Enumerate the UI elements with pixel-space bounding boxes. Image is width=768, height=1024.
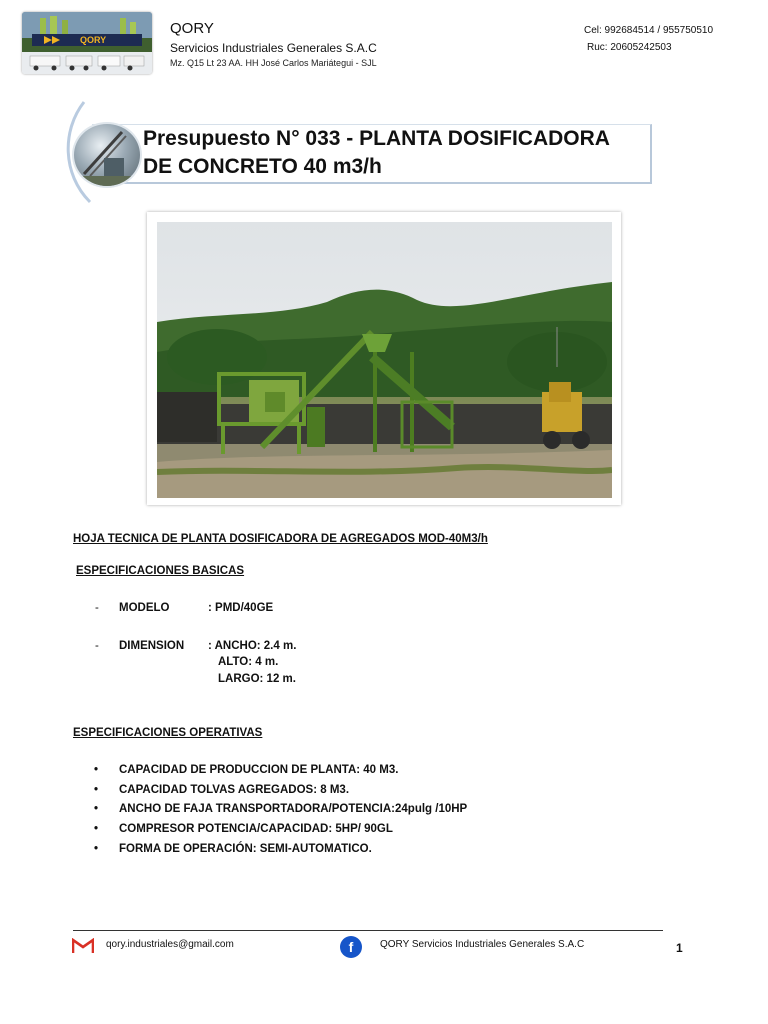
modelo-dash: -	[95, 602, 99, 614]
facebook-icon[interactable]: f	[340, 936, 362, 958]
list-item	[94, 823, 467, 843]
company-address: Mz. Q15 Lt 23 AA. HH José Carlos Mariátegui - SJL	[170, 58, 377, 68]
title-machine-thumbnail	[72, 122, 142, 188]
spec-text: COMPRESOR POTENCIA/CAPACIDAD: 5HP/ 90GL	[119, 823, 393, 836]
dimension-height: ALTO: 4 m.	[218, 656, 279, 668]
list-item	[94, 803, 467, 823]
list-item	[94, 764, 467, 784]
bullet-dot: •	[94, 764, 99, 776]
spec-text: CAPACIDAD DE PRODUCCION DE PLANTA: 40 M3.	[119, 764, 399, 776]
spec-text: CAPACIDAD TOLVAS AGREGADOS: 8 M3.	[119, 783, 350, 796]
footer-company: QORY Servicios Industriales Generales S.A.C	[380, 939, 585, 950]
gmail-icon	[72, 938, 94, 954]
dimension-dash: -	[95, 640, 99, 652]
list-item	[94, 843, 467, 863]
operational-specs-list	[94, 764, 467, 862]
basic-specs-heading: ESPECIFICACIONES BASICAS	[76, 565, 245, 577]
title-line-1: Presupuesto N° 033 - PLANTA DOSIFICADORA	[143, 127, 610, 150]
spec-text: FORMA DE OPERACIÓN: SEMI-AUTOMATICO.	[119, 842, 372, 855]
bullet-dot: •	[94, 823, 99, 836]
company-full-name: Servicios Industriales Generales S.A.C	[170, 41, 377, 55]
technical-sheet-title: HOJA TECNICA DE PLANTA DOSIFICADORA DE AGREGADOS MOD-40M3/h	[73, 533, 488, 545]
bullet-dot: •	[94, 783, 99, 796]
dimension-length: LARGO: 12 m.	[218, 673, 296, 685]
footer-email[interactable]: qory.industriales@gmail.com	[106, 939, 234, 950]
ruc-number: Ruc: 20605242503	[587, 42, 672, 53]
batching-plant-photo	[157, 222, 612, 498]
bullet-dot: •	[94, 842, 99, 855]
company-name: QORY	[170, 20, 214, 37]
bullet-dot: •	[94, 803, 99, 816]
footer-divider	[73, 930, 663, 931]
dimension-width: : ANCHO: 2.4 m.	[208, 640, 297, 652]
title-line-2: DE CONCRETO 40 m3/h	[143, 155, 382, 178]
document-title	[143, 125, 610, 181]
logo-text: QORY	[80, 35, 107, 45]
operational-specs-heading: ESPECIFICACIONES OPERATIVAS	[73, 727, 263, 739]
modelo-value: : PMD/40GE	[208, 602, 274, 614]
spec-text: ANCHO DE FAJA TRANSPORTADORA/POTENCIA:24pulg /10HP	[119, 803, 468, 816]
company-logo	[22, 12, 152, 74]
phone-numbers: Cel: 992684514 / 955750510	[584, 25, 714, 36]
dimension-label: DIMENSION	[119, 640, 185, 652]
page-number: 1	[676, 941, 683, 955]
modelo-label: MODELO	[119, 602, 170, 614]
list-item	[94, 784, 467, 804]
